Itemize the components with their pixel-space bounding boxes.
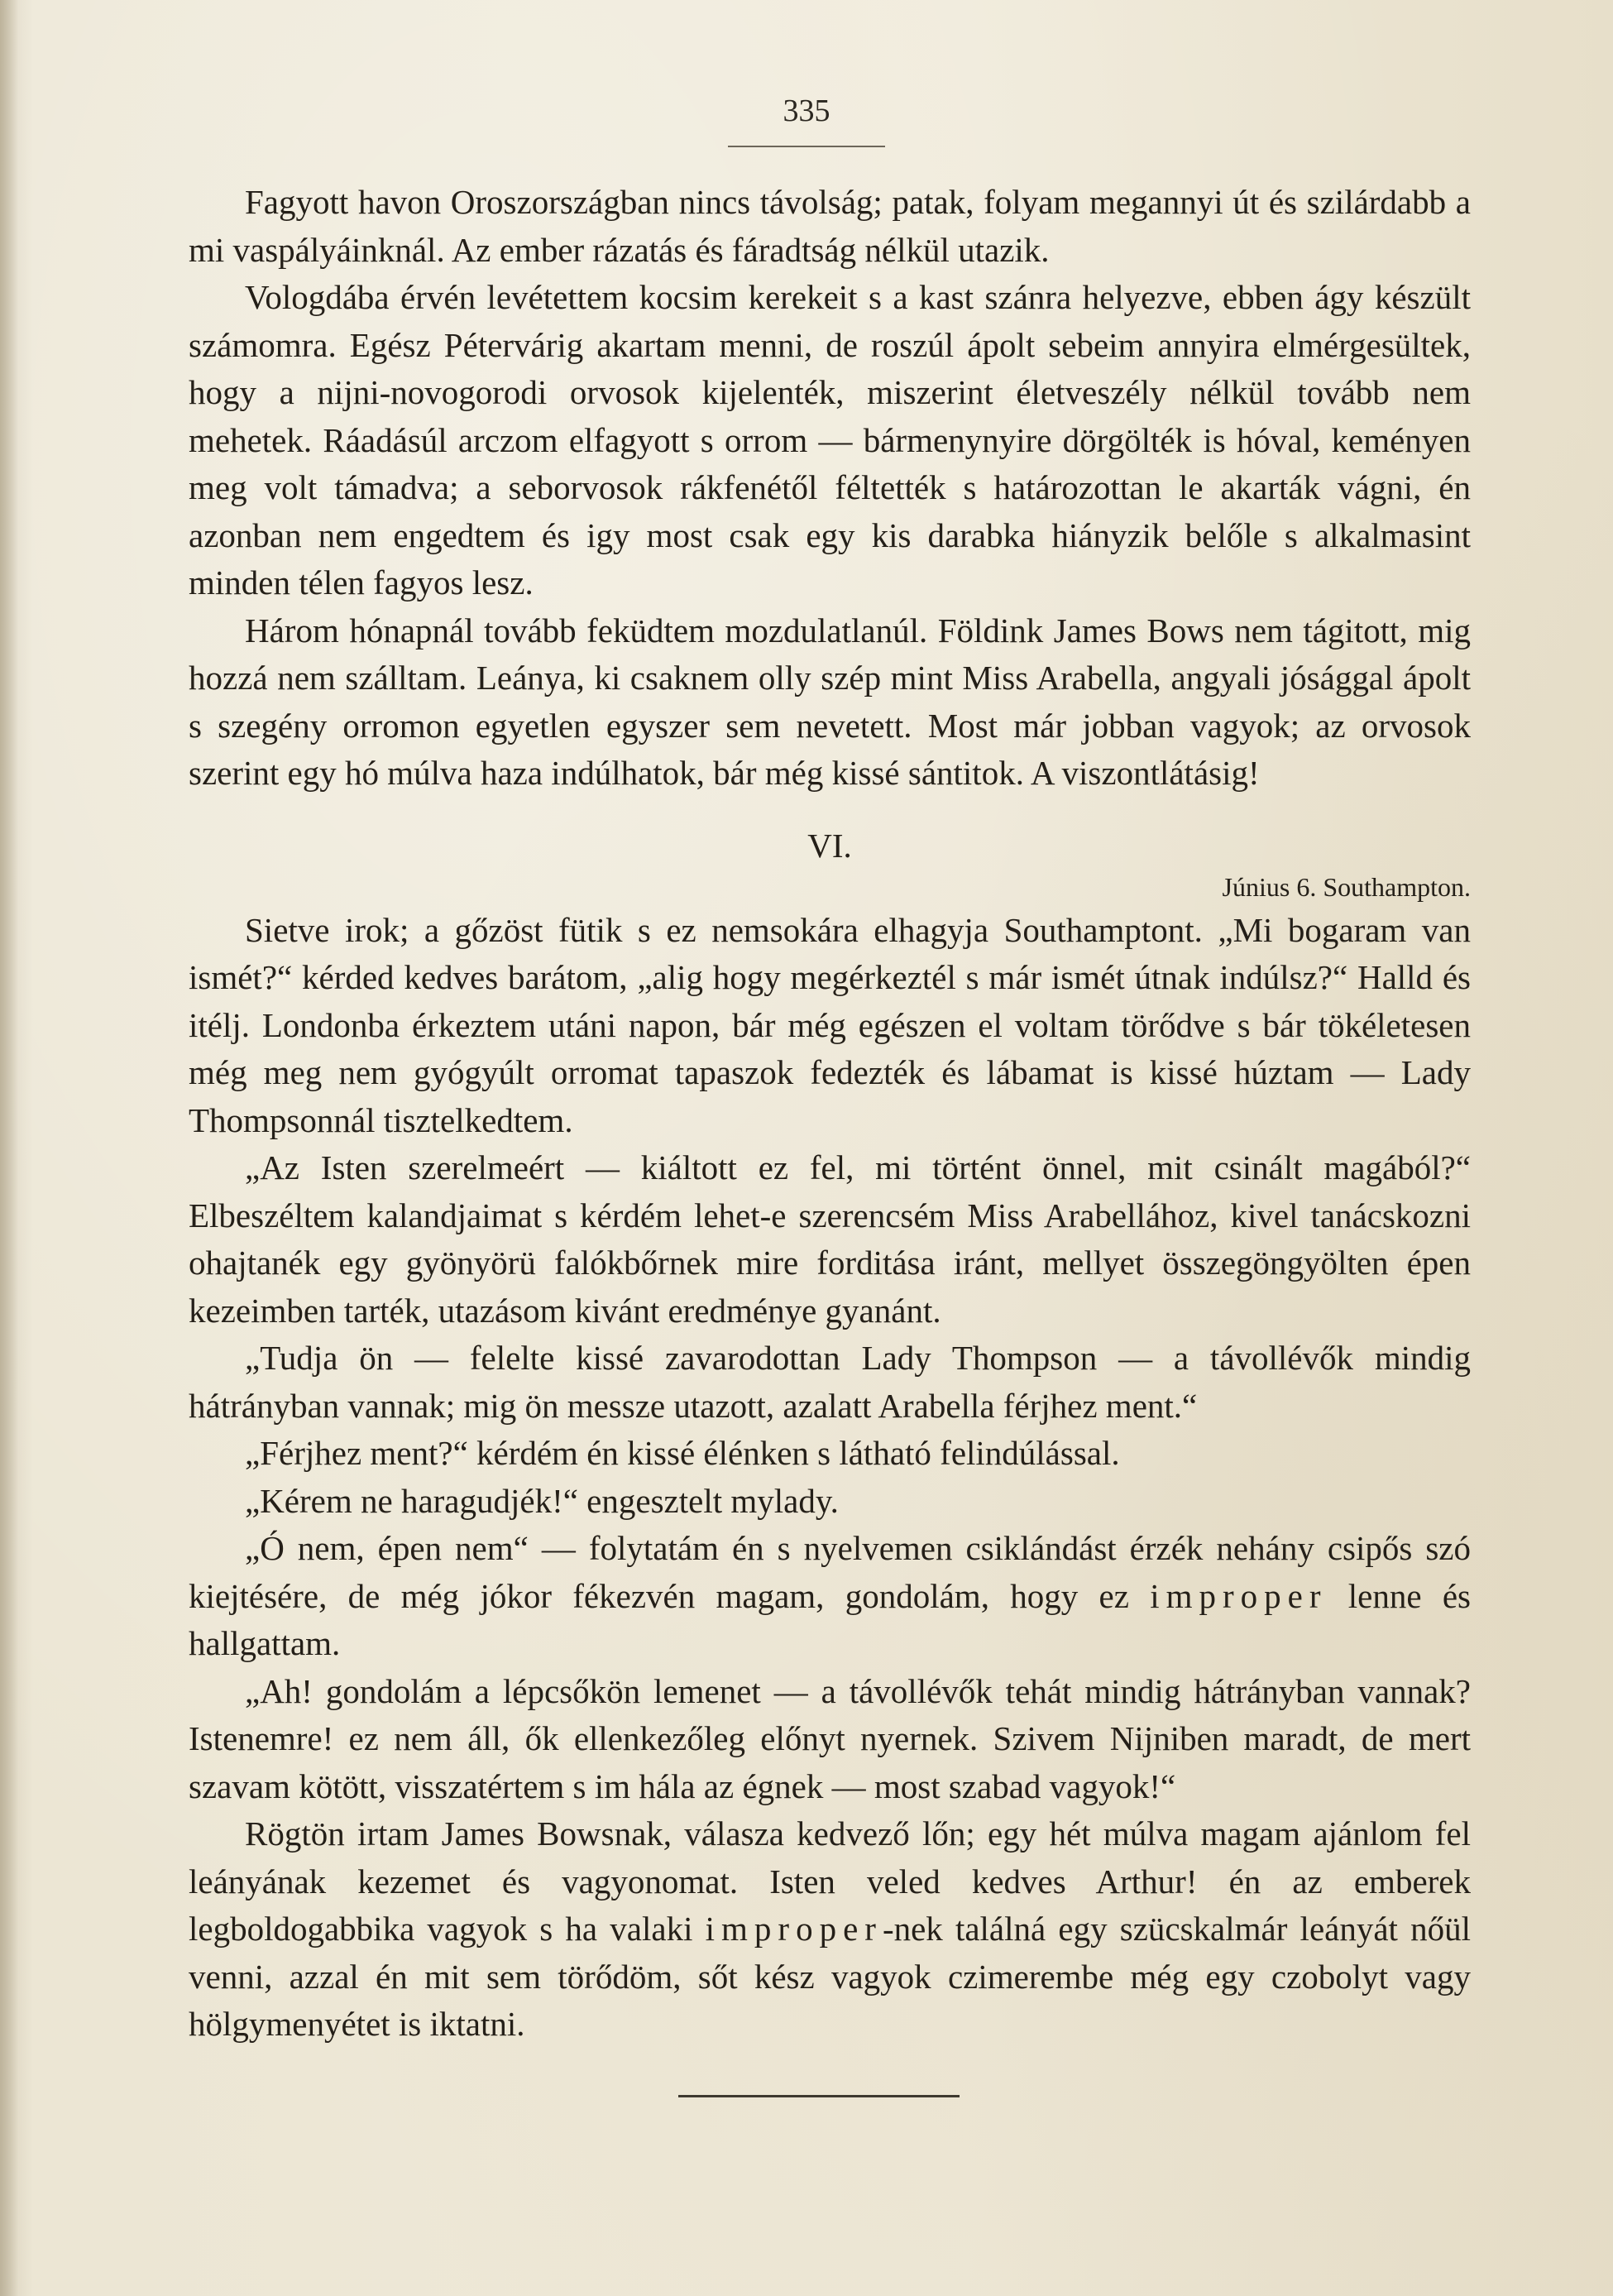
paragraph-11	[189, 1810, 1471, 2049]
section-end-rule	[678, 2095, 960, 2097]
paragraph-9-text-start: „Ó nem, épen nem“ — folytatám én s nyelvemen csiklándást érzék nehány csipős szó kiejtésére, de még jókor fékezvén magam, gondolám, hogy ez	[189, 1529, 1471, 1615]
paragraph-11-text-start: Rögtön irtam James Bowsnak, válasza kedvező lőn; egy hét múlva magam ajánlom fel leányának kezemet és vagyonomat. Isten veled kedves Arthur! én az emberek legboldogabbika vagyok s ha valaki	[189, 1814, 1471, 1948]
paragraph-3: Három hónapnál tovább feküdtem mozdulatlanúl. Földink James Bows nem tágitott, mig hozzá nem szálltam. Leánya, ki csaknem olly szép mint Miss Arabella, angyali jósággal ápolt s szegény orromon egyetlen egyszer sem nevetett. Most már jobban vagyok; az orvosok szerint egy hó múlva haza indúlhatok, bár még kissé sántitok. A viszontlátásig!	[189, 611, 1471, 792]
paragraph-6: „Tudja ön — felelte kissé zavarodottan Lady Thompson — a távollévők mindig hátrányban vannak; mig ön messze utazott, azalatt Arabella férjhez ment.“	[189, 1339, 1471, 1425]
paragraph-11-text-end: -nek találná egy szücskalmár leányát nőül venni, azzal én mit sem törődöm, sőt kész vagyok czimerembe még egy czobolyt vagy hölgymenyétet is iktatni.	[189, 1910, 1471, 2043]
spaced-word-improper-2: improper	[705, 1910, 883, 1948]
paragraph-10: „Ah! gondolám a lépcsőkön lemenet — a távollévők tehát mindig hátrányban vannak? Istenemre! ez nem áll, ők ellenkezőleg előnyt nyernek. Szivem Nijniben maradt, de mert szavam kötött, visszatértem s im hála az égnek — most szabad vagyok!“	[189, 1671, 1471, 1805]
page-body	[189, 179, 1471, 2049]
paragraph-1: Fagyott havon Oroszországban nincs távolság; patak, folyam megannyi út és szilárdabb a mi vaspályáinknál. Az ember rázatás és fáradtság nélkül utazik.	[189, 183, 1471, 269]
page-gutter-shadow	[0, 0, 18, 2296]
page-number-rule	[728, 146, 885, 147]
paragraph-7: „Férjhez ment?“ kérdém én kissé élénken s látható felindúlással.	[245, 1434, 1120, 1472]
paragraph-9-text-end: lenne és hallgattam.	[189, 1576, 1471, 1662]
spaced-word-improper: improper	[1150, 1576, 1328, 1615]
paragraph-4: Sietve irok; a gőzöst fütik s ez nemsokára elhagyja Southamptont. „Mi bogaram van ismét?“ kérded kedves barátom, „alig hogy megérkeztél s már ismét útnak indúlsz?“ Halld és itélj. Londonba érkeztem utáni napon, bár még egészen el voltam törődve s bár tökéletesen még meg nem gyógyúlt orromat tapaszok fedezték és lábamat is kissé húztam — Lady Thompsonnál tisztelkedtem.	[189, 910, 1471, 1139]
section-heading: VI.	[807, 826, 852, 865]
paragraph-5: „Az Isten szerelmeért — kiáltott ez fel, mi történt önnel, mit csinált magából?“ Elbeszéltem kalandjaimat s kérdém lehet-e szerencsém Miss Arabellához, kivel tanácskozni ohajtanék egy gyönyörü falókbőrnek mire forditása iránt, mellyet összegöngyölten épen kezeimben tarték, utazásom kivánt eredménye gyanánt.	[189, 1148, 1471, 1330]
paragraph-2: Vologdába érvén levétettem kocsim kerekeit s a kast szánra helyezve, ebben ágy készült számomra. Egész Pétervárig akartam menni, de roszúl ápolt sebeim annyira elmérgesültek, hogy a nijni-novogorodi orvosok kijelenték, miszerint életveszély nélkül tovább nem mehetek. Ráadásúl arczom elfagyott s orrom — bármenynyire dörgölték is hóval, keményen meg volt támadva; a seborvosok rákfenétől féltették s határozottan le akarták vágni, én azonban nem engedtem és igy most csak egy kis darabka hiányzik belőle s alkalmasint minden télen fagyos lesz.	[189, 278, 1471, 602]
paragraph-8: „Kérem ne haragudjék!“ engesztelt mylady.	[245, 1481, 839, 1520]
paragraph-9	[189, 1525, 1471, 1668]
dateline: Június 6. Southampton.	[1222, 871, 1471, 902]
page-number: 335	[783, 93, 830, 128]
